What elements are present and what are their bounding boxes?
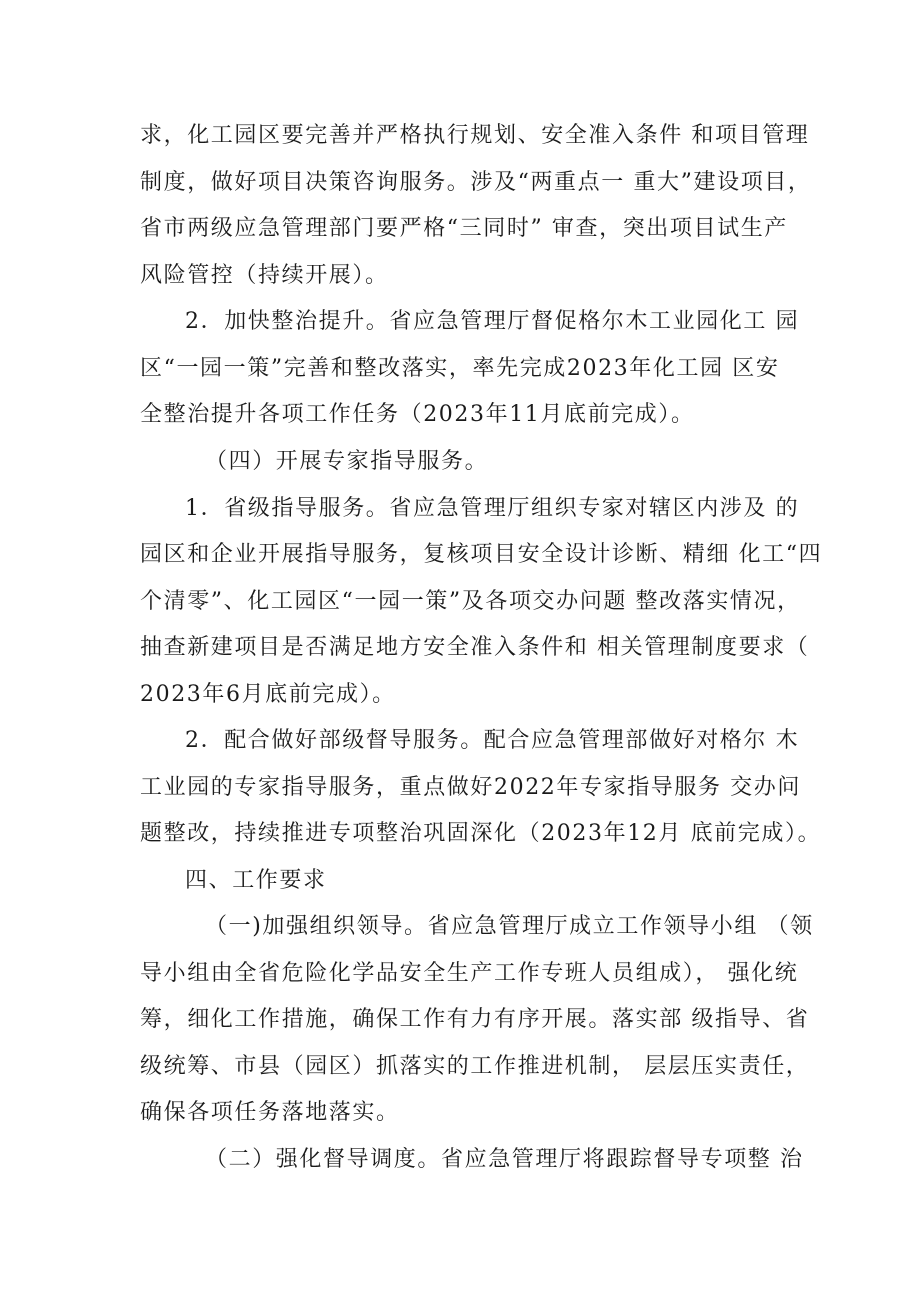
text-line: 个清零”、化工园区“一园一策”及各项交办问题 整改落实情况， (140, 589, 801, 614)
text-line: 筹，细化工作措施，确保工作有力有序开展。落实部 级指导、省 (140, 1007, 810, 1032)
text-line: 抽查新建项目是否满足地方安全准入条件和 相关管理制度要求（ (140, 635, 810, 660)
text-line: 确保各项任务落地落实。 (140, 1100, 400, 1125)
text-line: 1．省级指导服务。省应急管理厅组织专家对辖区内涉及 的 (185, 496, 800, 521)
text-line: 求，化工园区要完善并严格执行规划、安全准入条件 和项目管理 (140, 123, 810, 148)
text-line: 园区和企业开展指导服务，复核项目安全设计诊断、精细 化工“四 (140, 542, 823, 567)
text-line: 区“一园一策”完善和整改落实，率先完成2023年化工园 区安 (140, 356, 780, 381)
text-line: 风险管控（持续开展）。 (140, 263, 389, 288)
text-line: 2．配合做好部级督导服务。配合应急管理部做好对格尔 木 (185, 728, 800, 753)
text-line: 题整改，持续推进专项整治巩固深化（2023年12月 底前完成）。 (140, 821, 822, 846)
text-line: 2．加快整治提升。省应急管理厅督促格尔木工业园化工 园 (185, 309, 800, 334)
text-line: 省市两级应急管理部门要严格“三同时” 审查，突出项目试生产 (140, 216, 788, 241)
text-line: （二）强化督导调度。省应急管理厅将跟踪督导专项整 治 (205, 1147, 804, 1172)
text-line: 2023年6月底前完成）。 (140, 682, 396, 707)
text-line: 导小组由全省危险化学品安全生产工作专班人员组成）， 强化统 (140, 961, 799, 986)
text-line: 级统筹、市县（园区）抓落实的工作推进机制， 层层压实责任， (140, 1054, 810, 1079)
text-line: 工业园的专家指导服务，重点做好2022年专家指导服务 交办问 (140, 775, 801, 800)
section-subheading: （四）开展专家指导服务。 (205, 449, 489, 474)
section-heading: 四、工作要求 (185, 868, 327, 893)
text-line: 制度，做好项目决策咨询服务。涉及“两重点一 重大”建设项目， (140, 170, 812, 195)
text-line: （一)加强组织领导。省应急管理厅成立工作领导小组 （领 (205, 914, 814, 939)
text-line: 全整治提升各项工作任务（2023年11月底前完成）。 (140, 402, 695, 427)
